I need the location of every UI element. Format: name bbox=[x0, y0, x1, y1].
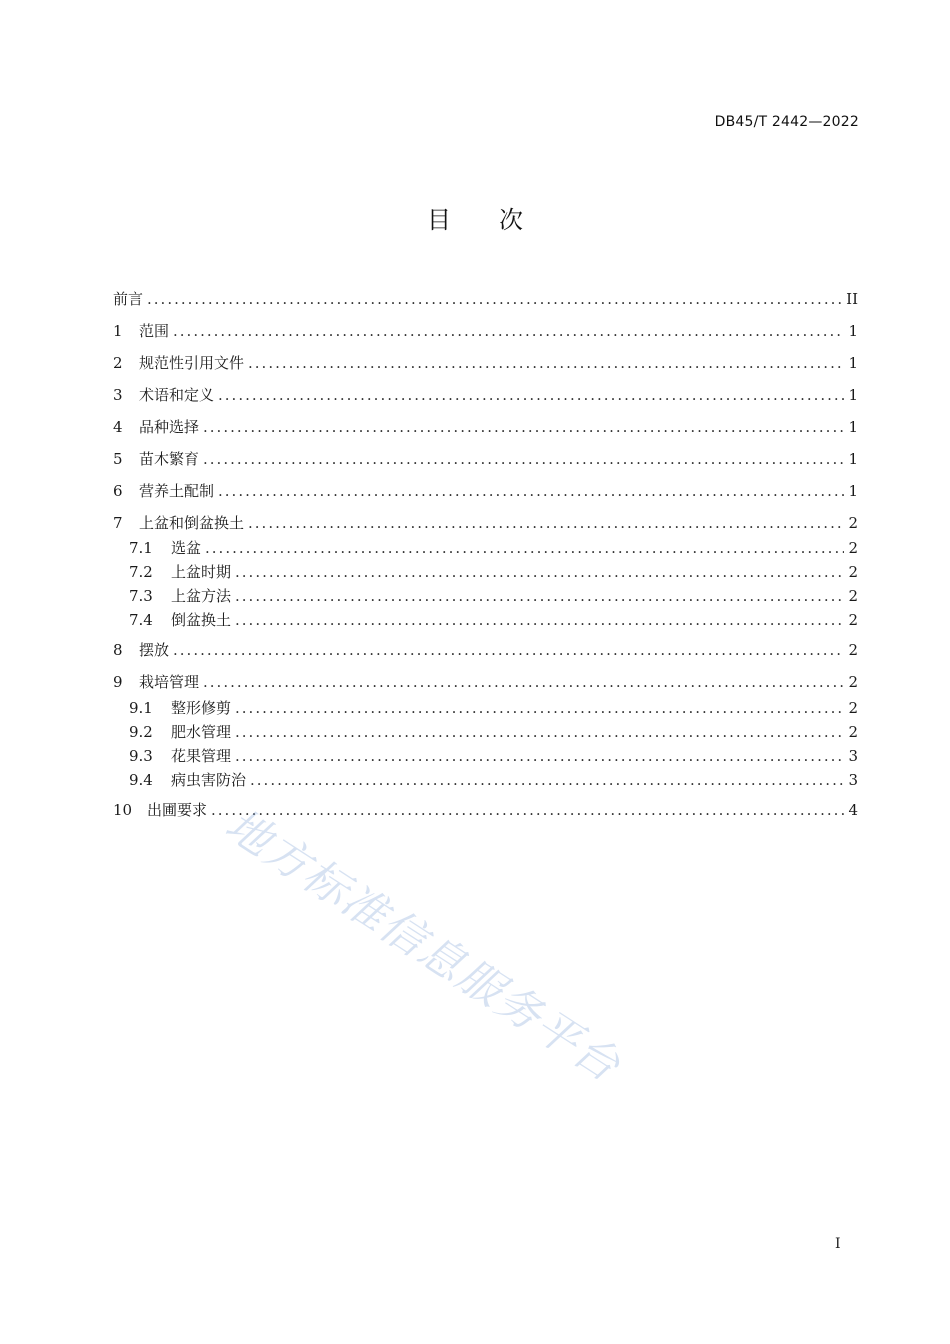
toc-entry-number: 2 bbox=[113, 354, 123, 372]
toc-entry-page: 2 bbox=[848, 641, 858, 659]
toc-entry-1[interactable] bbox=[113, 320, 858, 342]
toc-entry-label: 术语和定义 bbox=[139, 386, 215, 404]
toc-entry-number: 10 bbox=[113, 801, 133, 819]
toc-entry-number: 4 bbox=[113, 418, 123, 436]
page-number: I bbox=[835, 1236, 841, 1252]
toc-entry-5[interactable] bbox=[113, 448, 858, 470]
toc-entry-label: 上盆时期 bbox=[171, 563, 232, 581]
toc-entry-page: 4 bbox=[848, 801, 858, 819]
toc-entry-number: 3 bbox=[113, 386, 123, 404]
toc-entry-9[interactable] bbox=[113, 671, 858, 693]
toc-entry-3[interactable] bbox=[113, 384, 858, 406]
toc-entry-number: 8 bbox=[113, 641, 123, 659]
toc-entry-9-1[interactable] bbox=[129, 697, 858, 719]
document-code: DB45/T 2442—2022 bbox=[714, 114, 859, 130]
toc-entry-page: 3 bbox=[848, 747, 858, 765]
toc-leader-dots bbox=[250, 769, 844, 791]
toc-entry-label: 营养土配制 bbox=[139, 482, 215, 500]
toc-entry-10[interactable] bbox=[113, 799, 858, 821]
toc-entry-label: 整形修剪 bbox=[171, 699, 232, 717]
toc-entry-label: 病虫害防治 bbox=[171, 771, 247, 789]
toc-entry-page: 1 bbox=[848, 418, 858, 436]
toc-entry-page: 2 bbox=[848, 539, 858, 557]
title-char-2: 次 bbox=[499, 206, 523, 234]
toc-entry-8[interactable] bbox=[113, 639, 858, 661]
toc-entry-label: 前言 bbox=[113, 290, 144, 308]
toc-entry-number: 5 bbox=[113, 450, 123, 468]
toc-entry-label: 倒盆换土 bbox=[171, 611, 232, 629]
toc-entry-page: 1 bbox=[848, 354, 858, 372]
watermark: 地方标准信息服务平台 bbox=[216, 799, 630, 1093]
toc-leader-dots bbox=[248, 512, 844, 534]
toc-leader-dots bbox=[235, 609, 844, 631]
toc-entry-page: 2 bbox=[848, 563, 858, 581]
toc-leader-dots bbox=[218, 480, 844, 502]
toc-entry-number: 9.1 bbox=[129, 699, 153, 717]
toc-entry-7-4[interactable] bbox=[129, 609, 858, 631]
toc-leader-dots bbox=[203, 671, 844, 693]
toc-entry-label: 花果管理 bbox=[171, 747, 232, 765]
toc-entry-number: 6 bbox=[113, 482, 123, 500]
toc-entry-foreword[interactable] bbox=[113, 288, 858, 310]
toc-entry-label: 苗木繁育 bbox=[139, 450, 200, 468]
toc-entry-page: 1 bbox=[848, 482, 858, 500]
toc-entry-label: 摆放 bbox=[139, 641, 170, 659]
toc-entry-number: 1 bbox=[113, 322, 123, 340]
toc-leader-dots bbox=[173, 639, 844, 661]
toc-entry-label: 选盆 bbox=[171, 539, 202, 557]
toc-leader-dots bbox=[203, 448, 844, 470]
toc-leader-dots bbox=[173, 320, 844, 342]
toc-entry-6[interactable] bbox=[113, 480, 858, 502]
toc-entry-9-2[interactable] bbox=[129, 721, 858, 743]
toc-leader-dots bbox=[205, 537, 844, 559]
toc-leader-dots bbox=[248, 352, 844, 374]
toc-entry-number: 7.2 bbox=[129, 563, 153, 581]
toc-entry-number: 9 bbox=[113, 673, 123, 691]
toc-leader-dots bbox=[235, 745, 844, 767]
toc-entry-page: II bbox=[846, 290, 858, 308]
title-char-1: 目 bbox=[427, 206, 451, 234]
toc-leader-dots bbox=[235, 585, 844, 607]
toc-entry-label: 栽培管理 bbox=[139, 673, 200, 691]
toc-entry-label: 规范性引用文件 bbox=[139, 354, 245, 372]
toc-entry-page: 2 bbox=[848, 723, 858, 741]
toc-entry-page: 2 bbox=[848, 673, 858, 691]
toc-entry-page: 2 bbox=[848, 699, 858, 717]
toc-entry-9-4[interactable] bbox=[129, 769, 858, 791]
toc-entry-2[interactable] bbox=[113, 352, 858, 374]
toc-leader-dots bbox=[203, 416, 844, 438]
toc-entry-number: 9.2 bbox=[129, 723, 153, 741]
toc-entry-page: 2 bbox=[848, 611, 858, 629]
toc-leader-dots bbox=[235, 697, 844, 719]
toc-leader-dots bbox=[211, 799, 844, 821]
toc-entry-number: 7.4 bbox=[129, 611, 153, 629]
toc-entry-number: 9.4 bbox=[129, 771, 153, 789]
toc-entry-number: 7.1 bbox=[129, 539, 153, 557]
toc-entry-number: 7 bbox=[113, 514, 123, 532]
toc-leader-dots bbox=[235, 561, 844, 583]
toc-entry-number: 7.3 bbox=[129, 587, 153, 605]
toc-entry-9-3[interactable] bbox=[129, 745, 858, 767]
toc-entry-label: 肥水管理 bbox=[171, 723, 232, 741]
toc-entry-number: 9.3 bbox=[129, 747, 153, 765]
toc-entry-page: 1 bbox=[848, 450, 858, 468]
toc-entry-label: 品种选择 bbox=[139, 418, 200, 436]
toc-entry-page: 1 bbox=[848, 322, 858, 340]
toc-entry-page: 3 bbox=[848, 771, 858, 789]
toc-entry-page: 1 bbox=[848, 386, 858, 404]
toc-leader-dots bbox=[147, 288, 842, 310]
toc-entry-label: 出圃要求 bbox=[147, 801, 208, 819]
toc-entry-page: 2 bbox=[848, 514, 858, 532]
toc-leader-dots bbox=[218, 384, 844, 406]
toc-entry-4[interactable] bbox=[113, 416, 858, 438]
toc-entry-label: 上盆和倒盆换土 bbox=[139, 514, 245, 532]
toc-entry-7-3[interactable] bbox=[129, 585, 858, 607]
toc-entry-7[interactable] bbox=[113, 512, 858, 534]
toc-leader-dots bbox=[235, 721, 844, 743]
toc-entry-page: 2 bbox=[848, 587, 858, 605]
toc-entry-label: 上盆方法 bbox=[171, 587, 232, 605]
toc-entry-label: 范围 bbox=[139, 322, 170, 340]
toc-entry-7-2[interactable] bbox=[129, 561, 858, 583]
toc-entry-7-1[interactable] bbox=[129, 537, 858, 559]
